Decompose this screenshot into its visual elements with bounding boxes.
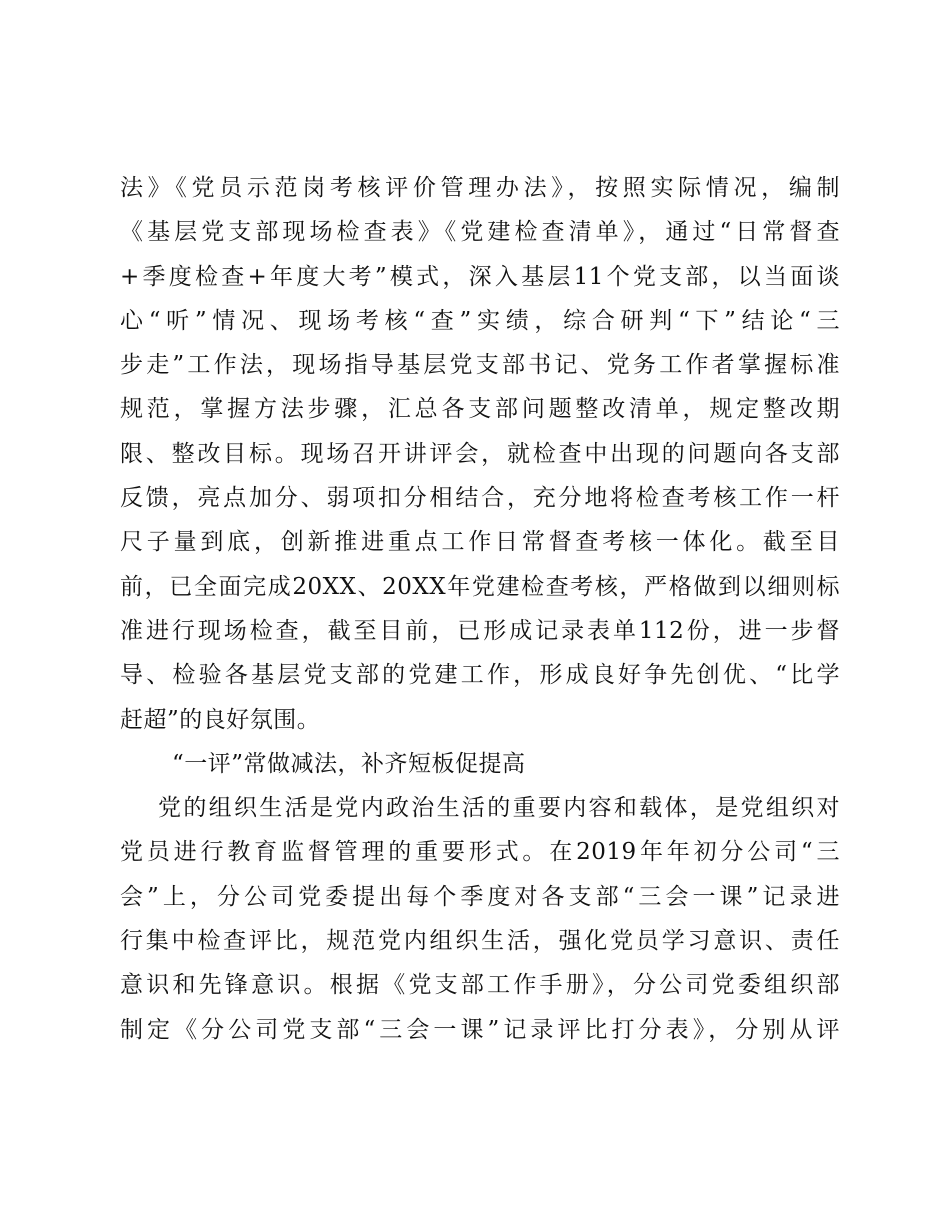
text-line: 赶超”的良好氛围。 bbox=[120, 706, 321, 733]
text-line: 党员进行教育监督管理的重要形式。在2019年年初分公司“三 bbox=[120, 839, 840, 866]
text-line: 规范，掌握方法步骤，汇总各支部问题整改清单，规定整改期 bbox=[120, 396, 840, 423]
text-line: +季度检查+年度大考”模式，深入基层11个党支部，以当面谈 bbox=[120, 263, 840, 290]
text-line: 法》《党员示范岗考核评价管理办法》，按照实际情况，编制 bbox=[120, 175, 840, 201]
text-line: 《基层党支部现场检查表》《党建检查清单》，通过“日常督查 bbox=[120, 219, 840, 246]
paragraph-first-line: 党的组织生活是党内政治生活的重要内容和载体，是党组织对 bbox=[158, 795, 840, 822]
text-line: 会”上，分公司党委提出每个季度对各支部“三会一课”记录进 bbox=[120, 883, 840, 910]
text-line: 准进行现场检查，截至目前，已形成记录表单112份，进一步督 bbox=[120, 617, 840, 644]
text-line: 意识和先锋意识。根据《党支部工作手册》，分公司党委组织部 bbox=[120, 972, 840, 999]
text-line: 制定《分公司党支部“三会一课”记录评比打分表》，分别从评 bbox=[120, 1016, 840, 1043]
text-line: 前，已全面完成20XX、20XX年党建检查考核，严格做到以细则标 bbox=[120, 573, 840, 600]
text-line: 反馈，亮点加分、弱项扣分相结合，充分地将检查考核工作一杆 bbox=[120, 485, 840, 512]
text-line: 尺子量到底，创新推进重点工作日常督查考核一体化。截至目 bbox=[120, 529, 840, 556]
text-line: 限、整改目标。现场召开讲评会，就检查中出现的问题向各支部 bbox=[120, 440, 840, 467]
text-line: 导、检验各基层党支部的党建工作，形成良好争先创优、“比学 bbox=[120, 662, 840, 689]
text-line: 步走”工作法，现场指导基层党支部书记、党务工作者掌握标准 bbox=[120, 352, 840, 379]
document-body bbox=[120, 166, 840, 1052]
section-heading: “一评”常做减法，补齐短板促提高 bbox=[172, 750, 526, 777]
text-line: 心“听”情况、现场考核“查”实绩，综合研判“下”结论“三 bbox=[120, 307, 840, 334]
text-line: 行集中检查评比，规范党内组织生活，强化党员学习意识、责任 bbox=[120, 928, 840, 955]
